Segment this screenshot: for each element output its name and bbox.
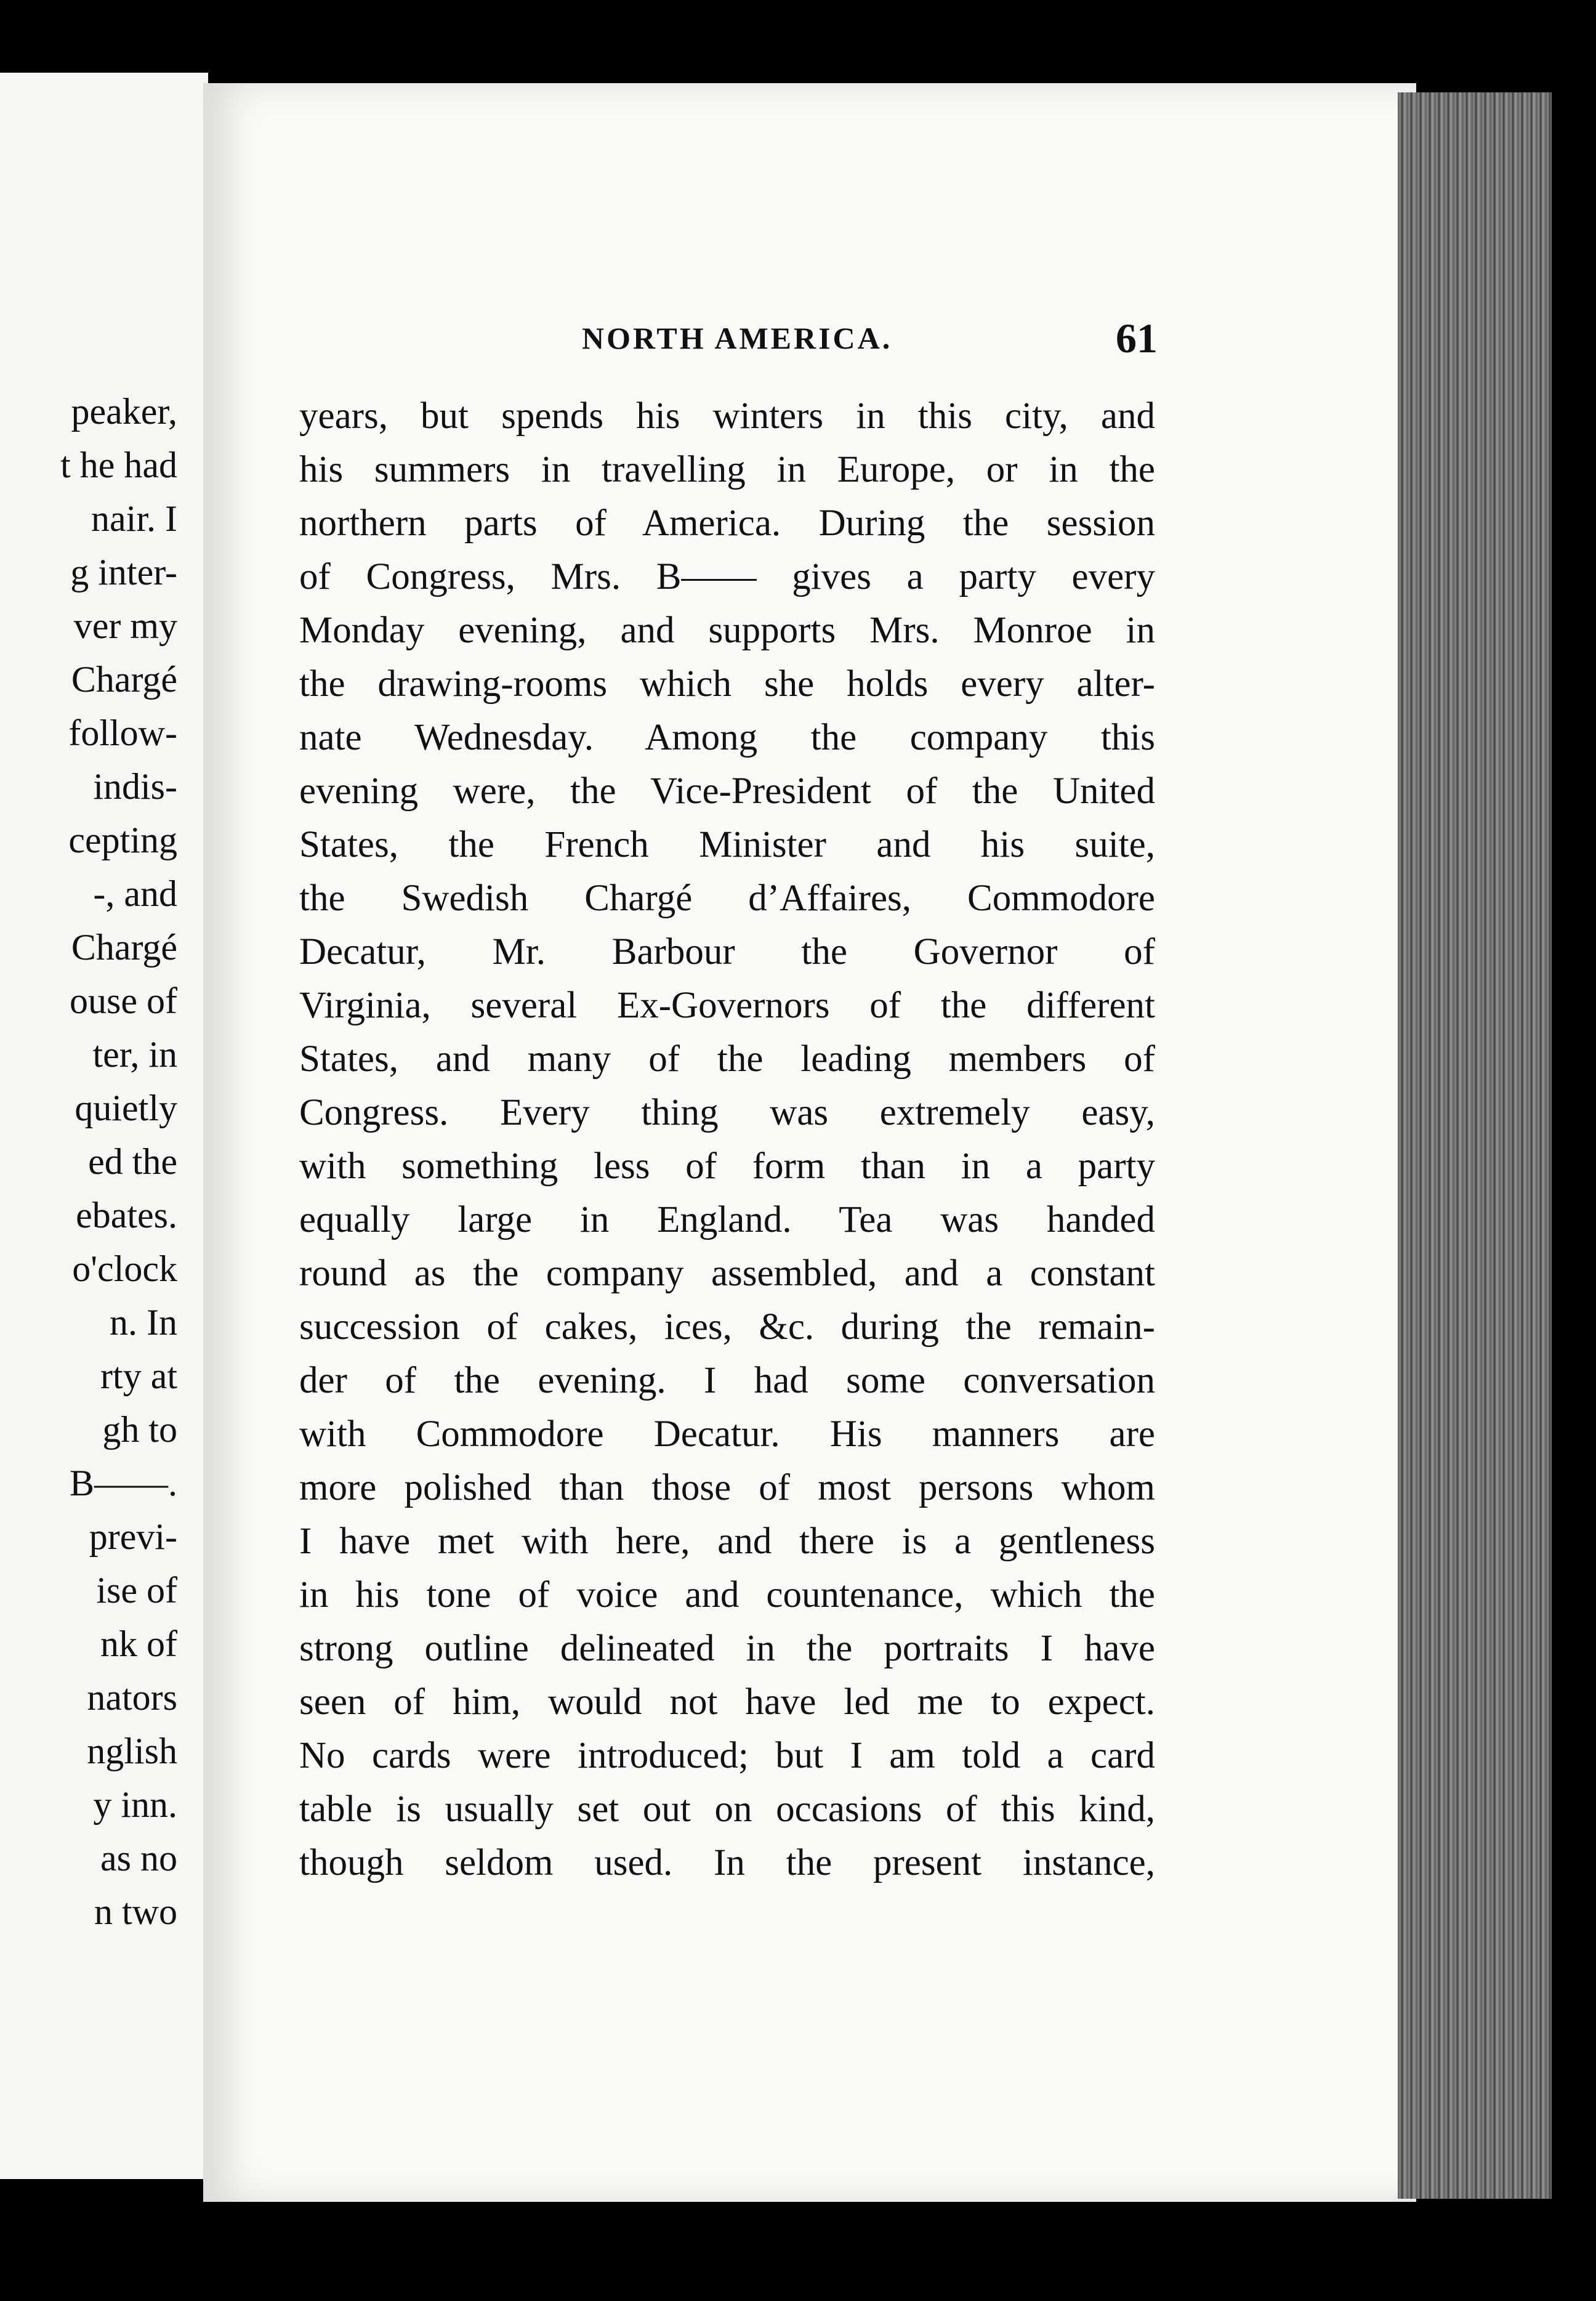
- text-line: more polished than those of most persons whom: [299, 1467, 1155, 1508]
- text-line: the Swedish Chargé d’Affaires, Commodore: [299, 878, 1155, 919]
- body-text: [299, 389, 1155, 1890]
- left-line: n. In: [110, 1302, 177, 1343]
- left-line: nair. I: [91, 498, 177, 539]
- left-line: nk of: [100, 1624, 177, 1664]
- text-line: in his tone of voice and countenance, which the: [299, 1574, 1155, 1616]
- running-head: NORTH AMERICA.: [582, 321, 893, 355]
- text-line: the drawing-rooms which she holds every alter-: [299, 663, 1155, 705]
- text-line: of Congress, Mrs. B—— gives a party every: [299, 556, 1155, 597]
- text-line: northern parts of America. During the session: [299, 503, 1155, 544]
- left-line: t he had: [60, 445, 177, 485]
- text-line: der of the evening. I had some conversation: [299, 1360, 1155, 1401]
- left-line: y inn.: [93, 1784, 177, 1825]
- left-line: n two: [94, 1891, 177, 1932]
- text-line: strong outline delineated in the portraits I have: [299, 1628, 1155, 1669]
- left-line: gh to: [102, 1409, 177, 1450]
- left-line: rty at: [100, 1356, 177, 1396]
- left-line: ver my: [73, 605, 177, 646]
- text-line: Congress. Every thing was extremely easy,: [299, 1092, 1155, 1133]
- left-line: B——.: [69, 1463, 177, 1503]
- left-line: -, and: [93, 873, 177, 914]
- left-line: g inter-: [70, 552, 177, 592]
- left-line: Chargé: [71, 927, 177, 968]
- text-line: Decatur, Mr. Barbour the Governor of: [299, 931, 1155, 973]
- text-line: years, but spends his winters in this city, and: [299, 395, 1155, 437]
- left-line: previ-: [89, 1516, 177, 1557]
- text-line: table is usually set out on occasions of this kind,: [299, 1789, 1155, 1830]
- text-line: though seldom used. In the present instance,: [299, 1842, 1155, 1883]
- text-line: States, and many of the leading members of: [299, 1038, 1155, 1080]
- text-line: equally large in England. Tea was handed: [299, 1199, 1155, 1240]
- left-line: as no: [100, 1838, 177, 1878]
- text-line: his summers in travelling in Europe, or in the: [299, 449, 1155, 490]
- left-line: ebates.: [76, 1195, 177, 1235]
- left-line: quietly: [75, 1088, 177, 1128]
- text-line: Monday evening, and supports Mrs. Monroe in: [299, 610, 1155, 651]
- text-line: round as the company assembled, and a constant: [299, 1253, 1155, 1294]
- text-line: I have met with here, and there is a gentleness: [299, 1521, 1155, 1562]
- text-line: seen of him, would not have led me to expect.: [299, 1681, 1155, 1723]
- left-line: ouse of: [70, 981, 177, 1021]
- left-line: o'clock: [72, 1248, 177, 1289]
- text-line: nate Wednesday. Among the company this: [299, 717, 1155, 758]
- text-line: No cards were introduced; but I am told a card: [299, 1735, 1155, 1776]
- left-line: indis-: [93, 766, 177, 807]
- left-line: ter, in: [92, 1034, 177, 1075]
- text-line: with something less of form than in a party: [299, 1146, 1155, 1187]
- left-line: follow-: [68, 713, 177, 753]
- left-line: peaker,: [71, 391, 177, 432]
- text-line: succession of cakes, ices, &c. during the remain-: [299, 1306, 1155, 1348]
- previous-page-fragment: [0, 73, 208, 2179]
- left-line: cepting: [68, 820, 177, 860]
- left-line: ise of: [96, 1570, 177, 1611]
- left-line: ed the: [88, 1141, 177, 1182]
- left-line: nators: [87, 1677, 177, 1718]
- text-line: evening were, the Vice-President of the United: [299, 770, 1155, 812]
- page-number: 61: [1116, 315, 1158, 362]
- text-line: Virginia, several Ex-Governors of the different: [299, 985, 1155, 1026]
- page-fore-edge: [1398, 92, 1552, 2199]
- left-line: nglish: [87, 1731, 177, 1771]
- text-line: with Commodore Decatur. His manners are: [299, 1413, 1155, 1455]
- text-line: States, the French Minister and his suite,: [299, 824, 1155, 865]
- left-line: Chargé: [71, 659, 177, 700]
